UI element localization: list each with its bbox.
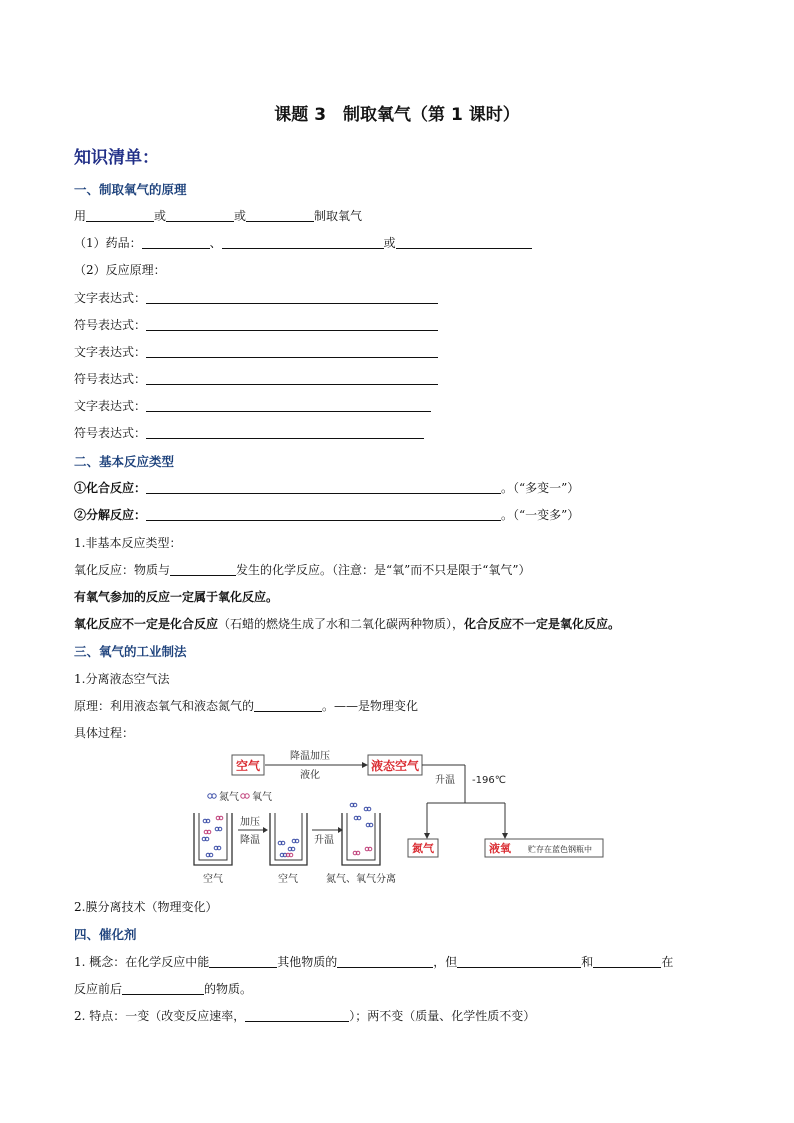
blank[interactable] — [396, 236, 532, 249]
catalyst-features: 2. 特点：一变（改变反应速率， ）；两不变（质量、化学性质不变） — [74, 1009, 536, 1023]
press-label: 加压 — [240, 817, 260, 828]
section4-heading: 四、催化剂 — [74, 927, 137, 942]
blank[interactable] — [337, 955, 433, 968]
cool-press-label: 降温加压 — [290, 751, 330, 762]
catalyst-concept: 1. 概念：在化学反应中能 其他物质的 ，但 和 在 — [74, 955, 674, 969]
word-equation-2: 文字表达式： — [74, 343, 438, 360]
blank[interactable] — [142, 236, 210, 249]
blank[interactable] — [209, 955, 277, 968]
blank[interactable] — [146, 318, 438, 331]
blank[interactable] — [222, 236, 384, 249]
blank[interactable] — [146, 426, 424, 439]
bold-note-2: 氧化反应不一定是化合反应（石蜡的燃烧生成了水和二氧化碳两种物质），化合反应不一定是氧化反应。 — [74, 617, 621, 631]
warm2-label: 升温 — [314, 835, 334, 846]
blank[interactable] — [166, 209, 234, 222]
separation-principle: 原理：利用液态氧气和液态氮气的 。——是物理变化 — [74, 699, 419, 713]
membrane-separation: 2.膜分离技术（物理变化） — [74, 900, 218, 914]
blank[interactable] — [146, 345, 438, 358]
line-principle: （2）反应原理： — [74, 263, 166, 277]
blank[interactable] — [254, 699, 322, 712]
air-separation-diagram — [190, 745, 610, 890]
blank[interactable] — [457, 955, 581, 968]
storage-label: 贮存在蓝色钢瓶中 — [528, 845, 592, 854]
blank[interactable] — [122, 982, 204, 995]
arrow-head — [362, 762, 368, 768]
combination-reaction: ①化合反应： 。（“多变一”） — [74, 481, 580, 495]
symbol-equation-2: 符号表达式： — [74, 370, 438, 387]
word-equation-3: 文字表达式： — [74, 397, 431, 414]
knowledge-list-heading: 知识清单： — [74, 148, 159, 168]
page-title: 课题 3 制取氧气（第 1 课时） — [274, 105, 520, 125]
caption-separated: 氮气、氧气分离 — [326, 874, 396, 885]
oxidation-reaction: 氧化反应：物质与 发生的化学反应。（注意：是“氧”而不只是限于“氧气”） — [74, 563, 531, 577]
blank[interactable] — [86, 209, 154, 222]
warm-label: 升温 — [435, 775, 455, 786]
process-label: 具体过程： — [74, 726, 135, 740]
cool-label: 降温 — [240, 835, 260, 846]
legend-nitrogen: 氮气 — [219, 792, 239, 803]
beaker-1 — [194, 813, 232, 865]
separation-method: 1.分离液态空气法 — [74, 672, 170, 686]
section2-heading: 二、基本反应类型 — [74, 454, 175, 469]
non-basic-types: 1.非基本反应类型： — [74, 536, 182, 550]
beaker-3 — [342, 813, 380, 865]
nitrogen-label: 氮气 — [412, 842, 434, 855]
blank[interactable] — [170, 563, 236, 576]
section1-heading: 一、制取氧气的原理 — [74, 182, 187, 197]
blank[interactable] — [146, 508, 501, 521]
blank[interactable] — [146, 372, 438, 385]
line-reagents: （1）药品： 、 或 — [74, 234, 532, 251]
symbol-equation-3: 符号表达式： — [74, 424, 424, 441]
section3-heading: 三、氧气的工业制法 — [74, 644, 187, 659]
blank[interactable] — [146, 399, 431, 412]
liquid-oxygen-label: 液氧 — [489, 842, 511, 855]
air-label: 空气 — [235, 759, 261, 773]
symbol-equation-1: 符号表达式： — [74, 316, 438, 333]
legend-oxygen: 氧气 — [252, 792, 272, 803]
line-methods: 用 或 或 制取氧气 — [74, 209, 363, 223]
blank[interactable] — [593, 955, 661, 968]
blank[interactable] — [146, 481, 501, 494]
blank[interactable] — [245, 1009, 349, 1022]
caption-air-1: 空气 — [203, 874, 223, 885]
bold-note-1: 有氧气参加的反应一定属于氧化反应。 — [74, 590, 279, 604]
liquid-air-label: 液态空气 — [370, 759, 420, 773]
catalyst-concept-cont: 反应前后 的物质。 — [74, 982, 253, 996]
temp-label: -196℃ — [472, 775, 506, 786]
liquefy-label: 液化 — [300, 770, 320, 781]
blank[interactable] — [246, 209, 314, 222]
caption-air-2: 空气 — [278, 874, 298, 885]
blank[interactable] — [146, 291, 438, 304]
decomposition-reaction: ②分解反应： 。（“一变多”） — [74, 508, 580, 522]
word-equation-1: 文字表达式： — [74, 289, 438, 306]
